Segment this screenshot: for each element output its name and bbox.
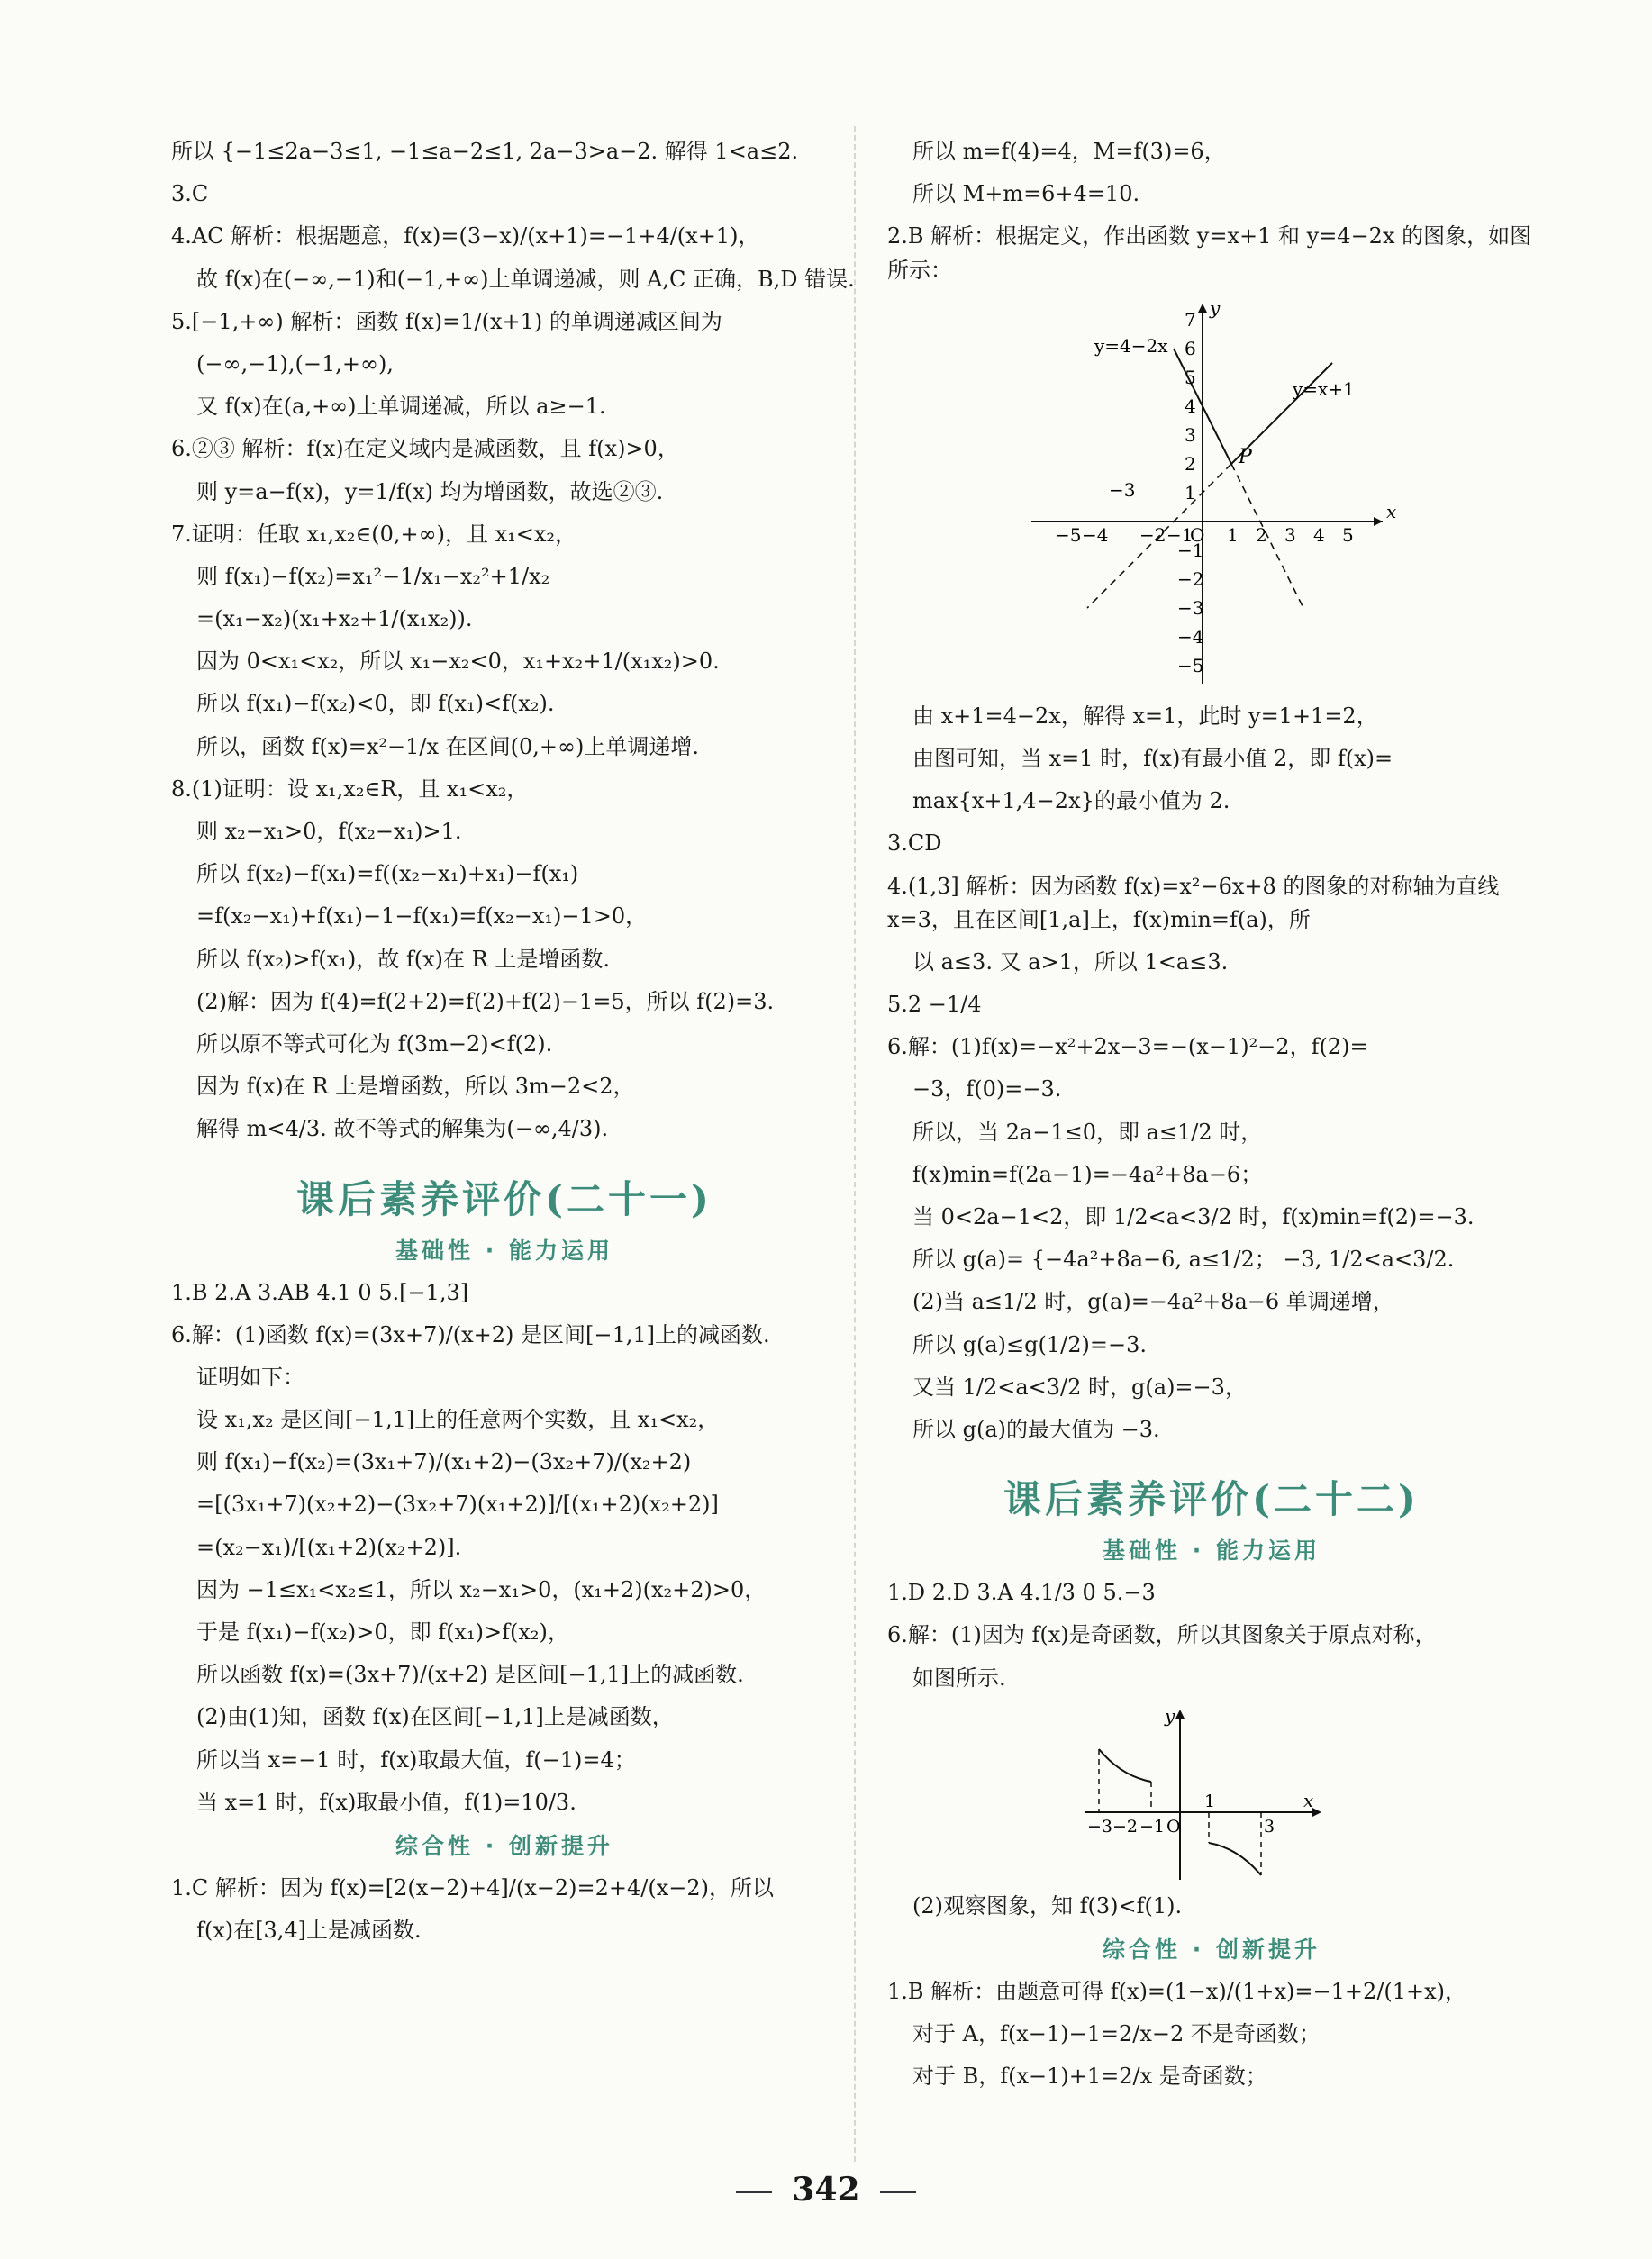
- x-tick: 5: [1342, 523, 1354, 546]
- right-block-d: [887, 1890, 1536, 1923]
- x-tick: −2: [1112, 1816, 1139, 1837]
- text-line: 对于 B，f(x−1)+1=2/x 是奇函数；: [912, 2064, 1267, 2090]
- subsection-title: 基础性 · 能力运用: [395, 1237, 613, 1264]
- text-line: 以 a≤3. 又 a>1，所以 1<a≤3.: [912, 948, 1229, 975]
- text-line: 1.B 解析：由题意可得 f(x)=(1−x)/(1+x)=−1+2/(1+x)，: [887, 1978, 1467, 2004]
- text-line: 6.解：(1)f(x)=−x²+2x−3=−(x−1)²−2，f(2)=: [887, 1034, 1368, 1060]
- x-tick: 1: [1227, 523, 1239, 546]
- text-line: 所以 f(x₂)−f(x₁)=f((x₂−x₁)+x₁)−f(x₁): [196, 861, 579, 887]
- text-line: =[(3x₁+7)(x₂+2)−(3x₂+7)(x₁+2)]/[(x₁+2)(x₂+2)]: [196, 1492, 719, 1518]
- text-line: 6.解：(1)函数 f(x)=(3x+7)/(x+2) 是区间[−1,1]上的减函数.: [171, 1321, 770, 1347]
- x-tick: −5: [1055, 523, 1082, 546]
- origin-label: O: [1166, 1816, 1181, 1837]
- text-line: 所以 g(a)≤g(1/2)=−3.: [912, 1331, 1147, 1357]
- text-line: 于是 f(x₁)−f(x₂)>0，即 f(x₁)>f(x₂)，: [196, 1619, 569, 1645]
- text-line: 故 f(x)在(−∞,−1)和(−1,+∞)上单调递减，则 A,C 正确，B,D 错误.: [196, 266, 855, 292]
- left-block-b: [171, 1276, 838, 1819]
- text-line: 又 f(x)在(a,+∞)上单调递减，所以 a≥−1.: [196, 394, 606, 420]
- x-tick: 3: [1284, 523, 1296, 546]
- text-line: 又当 1/2<a<3/2 时，g(a)=−3，: [912, 1374, 1247, 1400]
- y-axis-label: y: [1165, 1704, 1175, 1727]
- x-tick: 3: [1264, 1816, 1275, 1837]
- text-line: (−∞,−1),(−1,+∞),: [196, 350, 394, 376]
- y-tick: 5: [1185, 366, 1196, 388]
- text-line: 4.(1,3] 解析：因为函数 f(x)=x²−6x+8 的图象的对称轴为直线 x=3，且在区间[1,a]上，f(x)min=f(a)，所: [887, 873, 1500, 932]
- x-axis-arrow: [1312, 1808, 1321, 1817]
- text-line: max{x+1,4−2x}的最小值为 2.: [912, 788, 1230, 814]
- text-line: 当 x=1 时，f(x)取最小值，f(1)=10/3.: [196, 1789, 576, 1815]
- x-tick: −1: [1139, 1816, 1166, 1837]
- y-tick: 4: [1185, 395, 1196, 417]
- text-line: 则 f(x₁)−f(x₂)=(3x₁+7)/(x₁+2)−(3x₂+7)/(x₂+2): [196, 1449, 692, 1475]
- text-line: 所以 {−1≤2a−3≤1, −1≤a−2≤1, 2a−3>a−2. 解得 1<a≤2.: [171, 139, 799, 164]
- text-line: 1.C 解析：因为 f(x)=[2(x−2)+4]/(x−2)=2+4/(x−2)，所以: [171, 1874, 774, 1901]
- left-block-c: [171, 1872, 838, 1947]
- page-number-dash-right: [880, 2191, 916, 2193]
- text-line: −3，f(0)=−3.: [912, 1076, 1062, 1102]
- text-line: 则 y=a−f(x)，y=1/f(x) 均为增函数，故选②③.: [196, 478, 664, 504]
- x-axis-label: x: [1386, 500, 1397, 522]
- right-curve: [1209, 1843, 1261, 1875]
- function-graph-2: [1076, 1704, 1329, 1884]
- text-line: 3.C: [171, 181, 209, 207]
- point-p-label: P: [1239, 445, 1252, 468]
- text-line: 因为 f(x)在 R 上是增函数，所以 3m−2<2，: [196, 1074, 635, 1100]
- subsection-title: 基础性 · 能力运用: [1103, 1538, 1321, 1565]
- text-line: 由图可知，当 x=1 时，f(x)有最小值 2，即 f(x)=: [912, 745, 1393, 771]
- text-line: 所以 M+m=6+4=10.: [912, 181, 1140, 207]
- y-axis-arrow: [1175, 1710, 1185, 1719]
- text-line: 所以原不等式可化为 f(3m−2)<f(2).: [196, 1030, 553, 1057]
- text-line: 8.(1)证明：设 x₁,x₂∈R，且 x₁<x₂，: [171, 776, 529, 802]
- x-tick: 4: [1313, 523, 1325, 546]
- text-line: 所以当 x=−1 时，f(x)取最大值，f(−1)=4；: [196, 1746, 636, 1773]
- x-tick: −1: [1166, 523, 1194, 546]
- text-line: 解得 m<4/3. 故不等式的解集为(−∞,4/3).: [196, 1116, 609, 1142]
- text-line: 所以 g(a)的最大值为 −3.: [912, 1416, 1160, 1442]
- y-tick: 6: [1185, 337, 1196, 359]
- column-divider: [854, 126, 856, 2162]
- left-column: [171, 135, 855, 1956]
- text-line: (2)由(1)知，函数 f(x)在区间[−1,1]上是减函数，: [196, 1704, 674, 1730]
- text-line: 6.解：(1)因为 f(x)是奇函数，所以其图象关于原点对称，: [887, 1622, 1437, 1648]
- y-tick: −3: [1177, 596, 1204, 619]
- text-line: 5.[−1,+∞) 解析：函数 f(x)=1/(x+1) 的单调递减区间为: [171, 308, 722, 334]
- x-tick: 2: [1256, 523, 1267, 546]
- text-line: 6.②③ 解析：f(x)在定义域内是减函数，且 f(x)>0，: [171, 436, 679, 462]
- right-block-c: [887, 1576, 1536, 1695]
- subsection-title: 综合性 · 创新提升: [395, 1832, 613, 1859]
- text-line: 因为 0<x₁<x₂，所以 x₁−x₂<0，x₁+x₂+1/(x₁x₂)>0.: [196, 649, 720, 675]
- page-number-text: 342: [792, 2171, 860, 2209]
- right-block-b: [887, 700, 1536, 1447]
- y-axis-arrow: [1198, 304, 1207, 313]
- x-tick: −3: [1087, 1816, 1113, 1837]
- text-line: =(x₂−x₁)/[(x₁+2)(x₂+2)].: [196, 1534, 462, 1560]
- left-curve: [1099, 1749, 1151, 1782]
- text-line: 对于 A，f(x−1)−1=2/x−2 不是奇函数；: [912, 2021, 1321, 2047]
- text-line: 证明如下：: [196, 1364, 304, 1390]
- text-line: 所以，函数 f(x)=x²−1/x 在区间(0,+∞)上单调递增.: [196, 733, 700, 759]
- text-line: 5.2 −1/4: [887, 992, 982, 1018]
- extra-label-neg3: −3: [1109, 478, 1136, 501]
- text-line: f(x)min=f(2a−1)=−4a²+8a−6；: [912, 1161, 1263, 1187]
- text-line: 所以 f(x₁)−f(x₂)<0，即 f(x₁)<f(x₂).: [196, 691, 555, 717]
- text-line: 则 f(x₁)−f(x₂)=x₁²−1/x₁−x₂²+1/x₂: [196, 563, 550, 589]
- y-tick: 1: [1185, 481, 1196, 504]
- text-line: 因为 −1≤x₁<x₂≤1，所以 x₂−x₁>0，(x₁+2)(x₂+2)>0，: [196, 1576, 767, 1602]
- y-tick: 2: [1185, 452, 1196, 475]
- left-block-a: [171, 135, 855, 1147]
- page-number-dash-left: [736, 2191, 772, 2193]
- text-line: 7.证明：任取 x₁,x₂∈(0,+∞)，且 x₁<x₂，: [171, 521, 577, 547]
- text-line: 所以 m=f(4)=4，M=f(3)=6，: [912, 139, 1226, 164]
- text-line: (2)解：因为 f(4)=f(2+2)=f(2)+f(2)−1=5，所以 f(2)=3.: [196, 988, 775, 1014]
- section-title: 课后素养评价(二十一): [296, 1176, 713, 1221]
- right-block-e: [887, 1975, 1536, 2094]
- y-tick: −2: [1177, 567, 1204, 590]
- text-line: 1.D 2.D 3.A 4.1/3 0 5.−3: [887, 1580, 1156, 1606]
- subsection-title: 综合性 · 创新提升: [1103, 1936, 1321, 1963]
- x-axis-label: x: [1303, 1789, 1314, 1811]
- text-line: 4.AC 解析：根据题意，f(x)=(3−x)/(x+1)=−1+4/(x+1)，: [171, 223, 760, 249]
- text-line: (2)观察图象，知 f(3)<f(1).: [912, 1892, 1183, 1919]
- origin-label: O: [1190, 523, 1205, 546]
- page-number: [0, 2171, 1652, 2209]
- text-line: 1.B 2.A 3.AB 4.1 0 5.[−1,3]: [171, 1279, 469, 1305]
- x-axis-arrow: [1374, 517, 1383, 526]
- text-line: f(x)在[3,4]上是减函数.: [196, 1918, 422, 1944]
- section-title: 课后素养评价(二十二): [1003, 1477, 1420, 1522]
- text-line: (2)当 a≤1/2 时，g(a)=−4a²+8a−6 单调递增，: [912, 1289, 1394, 1315]
- text-line: 如图所示.: [912, 1665, 1006, 1691]
- text-line: 2.B 解析：根据定义，作出函数 y=x+1 和 y=4−2x 的图象，如图所示：: [887, 223, 1532, 283]
- text-line: =(x₁−x₂)(x₁+x₂+1/(x₁x₂)).: [196, 606, 473, 632]
- y-tick: −5: [1177, 654, 1204, 676]
- y-tick: 3: [1185, 423, 1196, 446]
- x-tick: −4: [1082, 523, 1109, 546]
- text-line: 所以函数 f(x)=(3x+7)/(x+2) 是区间[−1,1]上的减函数.: [196, 1662, 744, 1688]
- x-tick: −2: [1139, 523, 1166, 546]
- label-line-4-2x: y=4−2x: [1094, 334, 1168, 357]
- text-line: 则 x₂−x₁>0，f(x₂−x₁)>1.: [196, 819, 462, 844]
- text-line: 所以 g(a)= {−4a²+8a−6, a≤1/2； −3, 1/2<a<3/2.: [912, 1247, 1455, 1273]
- y-tick: −1: [1177, 539, 1204, 561]
- text-line: 所以，当 2a−1≤0，即 a≤1/2 时，: [912, 1119, 1263, 1145]
- x-tick: 1: [1204, 1791, 1216, 1811]
- text-line: =f(x₂−x₁)+f(x₁)−1−f(x₁)=f(x₂−x₁)−1>0，: [196, 903, 648, 930]
- text-line: 所以 f(x₂)>f(x₁)，故 f(x)在 R 上是增函数.: [196, 946, 610, 972]
- text-line: 由 x+1=4−2x，解得 x=1，此时 y=1+1=2，: [912, 703, 1378, 729]
- text-line: 3.CD: [887, 830, 942, 857]
- right-column: [887, 135, 1536, 2102]
- y-tick: −4: [1177, 625, 1204, 648]
- right-block-a: [887, 135, 1536, 287]
- y-axis-label: y: [1210, 296, 1221, 319]
- function-graph-1: [1022, 296, 1401, 693]
- text-line: 设 x₁,x₂ 是区间[−1,1]上的任意两个实数，且 x₁<x₂，: [196, 1407, 720, 1433]
- text-line: 当 0<2a−1<2，即 1/2<a<3/2 时，f(x)min=f(2)=−3.: [912, 1204, 1475, 1229]
- label-line-x-plus-1: y=x+1: [1293, 377, 1355, 400]
- y-tick: 7: [1185, 308, 1196, 331]
